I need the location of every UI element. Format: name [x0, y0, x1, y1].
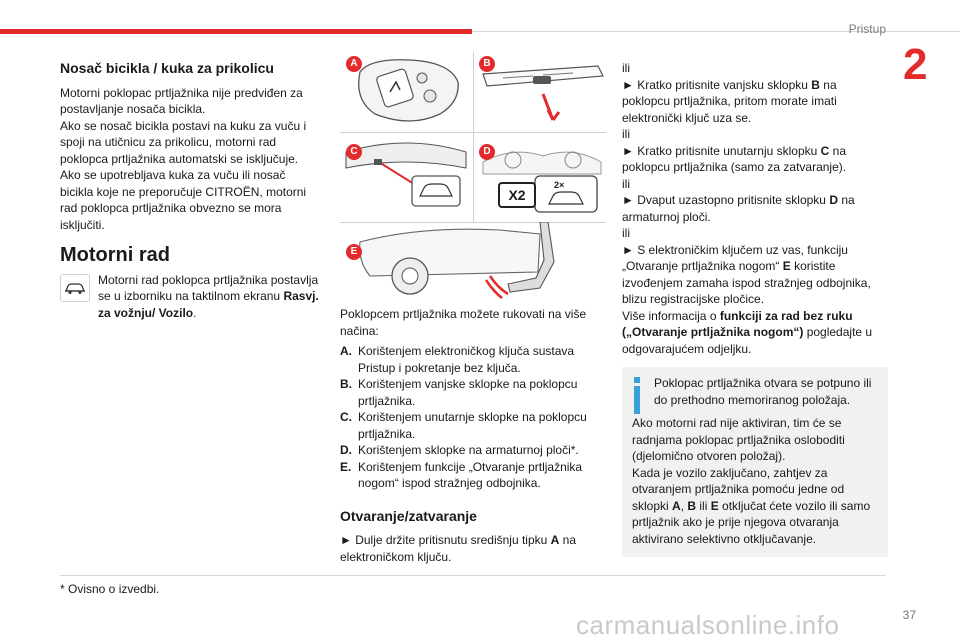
- info-3e: ili: [696, 498, 711, 513]
- info-3-key-b: B: [687, 498, 697, 513]
- x2-press-label: X2: [498, 182, 536, 208]
- info-text-2: Ako motorni rad nije aktiviran, tim će se radnjama poklopac prtljažnika osloboditi (djelomično otvoren položaj).: [632, 416, 845, 463]
- list-item-label: D.: [340, 443, 352, 457]
- chapter-number: 2: [903, 40, 928, 89]
- badge-a: A: [346, 56, 362, 72]
- motor-operation-text-main: Motorni rad poklopca prtljažnika postavlja se u izborniku na taktilnom ekranu: [98, 272, 319, 303]
- list-item: [340, 343, 602, 376]
- right-column: [622, 60, 888, 557]
- info-3a: Kada je vozilo zaključano, zahtjev za otvaranjem prtljažnika pomoću jedne od sklopki: [632, 465, 845, 513]
- info-text-1: Poklopac prtljažnika otvara se potpuno ili do prethodno memoriranog položaja.: [654, 376, 872, 407]
- step-e-c: koristite izvođenjem zamaha ispod stražnjeg odbojnika, blizu registracijske pločice.: [622, 259, 871, 306]
- info-3c: ,: [680, 498, 688, 513]
- step-e-key: E: [782, 259, 791, 273]
- header-accent-bar: [0, 29, 472, 34]
- or-4: ili: [622, 226, 630, 240]
- motor-operation-end: .: [193, 305, 197, 320]
- step-b: [622, 77, 888, 127]
- or-1: ili: [622, 61, 630, 75]
- interior-switch-illustration: [340, 132, 473, 222]
- step-b-a: ► Kratko pritisnite vanjsku sklopku: [622, 77, 812, 92]
- methods-intro: Poklopcem prtljažnika možete rukovati na više načina:: [340, 307, 587, 338]
- info-3g: otključat ćete vozilo ili samo prtljažnik ako je prije njegova otvaranja aktivirano selektivno otključavanje.: [632, 498, 871, 546]
- badge-b: B: [479, 56, 495, 72]
- foot-kick-illustration: [340, 222, 606, 302]
- open-close-text: [340, 532, 602, 565]
- list-item: [340, 409, 602, 442]
- info-3-key-e: E: [710, 498, 719, 513]
- list-item-label: B.: [340, 377, 352, 391]
- watermark: carmanualsonline.info: [576, 610, 840, 640]
- list-item-text: Korištenjem funkcije „Otvaranje prtljažnika nogom“ ispod stražnjeg odbojnika.: [358, 459, 583, 490]
- footnote: * Ovisno o izvedbi.: [60, 582, 160, 596]
- step-e: [622, 242, 888, 308]
- list-item-text: Korištenjem elektroničkog ključa sustava Pristup i pokretanje bez ključa.: [358, 344, 575, 375]
- car-settings-icon: [60, 274, 90, 302]
- open-close-text-end: na elektroničkom ključu.: [340, 533, 576, 564]
- or-2: ili: [622, 127, 630, 141]
- list-item: [340, 376, 602, 409]
- info-icon: [630, 377, 644, 415]
- step-c-a: ► Kratko pritisnite unutarnju sklopku: [622, 143, 821, 158]
- step-d-a: ► Dvaput uzastopno pritisnite sklopku: [622, 193, 830, 207]
- more-info-a: Više informacija o: [622, 308, 720, 323]
- info-3-key-a: A: [672, 498, 681, 513]
- badge-c: C: [346, 144, 362, 160]
- or-3: ili: [622, 176, 630, 191]
- page-number: 37: [902, 608, 916, 622]
- heading-bike-carrier: Nosač bicikla / kuka za prikolicu: [60, 60, 274, 76]
- footnote-rule: [60, 575, 886, 576]
- heading-motor-operation: Motorni rad: [60, 244, 170, 266]
- info-text-3: [632, 465, 878, 548]
- section-title: Pristup: [848, 22, 886, 36]
- list-item: [340, 459, 602, 492]
- info-head: [632, 375, 878, 415]
- dashboard-switch-illustration: [473, 132, 606, 222]
- step-c-key: C: [820, 143, 830, 158]
- motor-operation-para: [60, 272, 322, 322]
- more-info: [622, 308, 888, 358]
- step-e-a: ► S elektroničkim ključem uz vas, funkciju „Otvaranje prtljažnika nogom“: [622, 242, 848, 273]
- step-b-c: na poklopcu prtljažnika, pritom morate imati elektronički ključ uza se.: [622, 77, 837, 125]
- left-column: [60, 60, 322, 321]
- badge-e: E: [346, 244, 362, 260]
- step-b-key: B: [811, 77, 820, 92]
- methods-list: [340, 343, 602, 492]
- list-item: [340, 442, 602, 459]
- badge-d: D: [479, 144, 495, 160]
- list-item-label: C.: [340, 410, 352, 424]
- header-rule: [472, 31, 960, 32]
- list-item-text: Korištenjem sklopke na armaturnoj ploči*.: [358, 443, 579, 457]
- bike-carrier-text: Motorni poklopac prtljažnika nije predviđen za postavljanje nosača bicikla. Ako se nosač bicikla postavi na kuku za vuču i spoji na utičnicu za prikolicu, motorni rad poklopca prtljažnika automatski se isključuje. Ako se upotrebljava kuka za vuču ili nosač bicikla koje ne preporučuje CITROËN, motorni rad poklopca prtljažnika obvezno se mora isključiti.: [60, 85, 307, 232]
- middle-column: [340, 306, 602, 565]
- open-close-key-a: A: [550, 533, 560, 547]
- more-info-link: funkciji za rad bez ruku („Otvaranje prtljažnika nogom“): [622, 308, 853, 339]
- step-d: [622, 192, 888, 225]
- motor-operation-menu-path: Rasvj. za vožnju/ Vozilo: [98, 289, 319, 320]
- list-item-label: A.: [340, 344, 352, 358]
- info-box: [622, 367, 888, 557]
- list-item-text: Korištenjem vanjske sklopke na poklopcu prtljažnika.: [358, 377, 578, 408]
- motor-operation-text: [98, 272, 322, 322]
- list-item-text: Korištenjem unutarnje sklopke na poklopcu prtljažnika.: [358, 410, 587, 441]
- more-info-c: pogledajte u odgovarajućem odjeljku.: [622, 325, 873, 356]
- heading-open-close: Otvaranje/zatvaranje: [340, 507, 477, 524]
- step-c-c: na poklopcu prtljažnika (samo za zatvaranje).: [622, 143, 847, 174]
- step-d-key: D: [829, 193, 838, 207]
- list-item-label: E.: [340, 459, 352, 474]
- step-d-c: na armaturnoj ploči.: [622, 193, 855, 224]
- open-close-text-a: ► Dulje držite pritisnutu središnju tipku: [340, 533, 551, 547]
- tailgate-figure: [340, 52, 606, 302]
- step-c: [622, 143, 888, 176]
- x2-small-label: 2×: [554, 180, 565, 190]
